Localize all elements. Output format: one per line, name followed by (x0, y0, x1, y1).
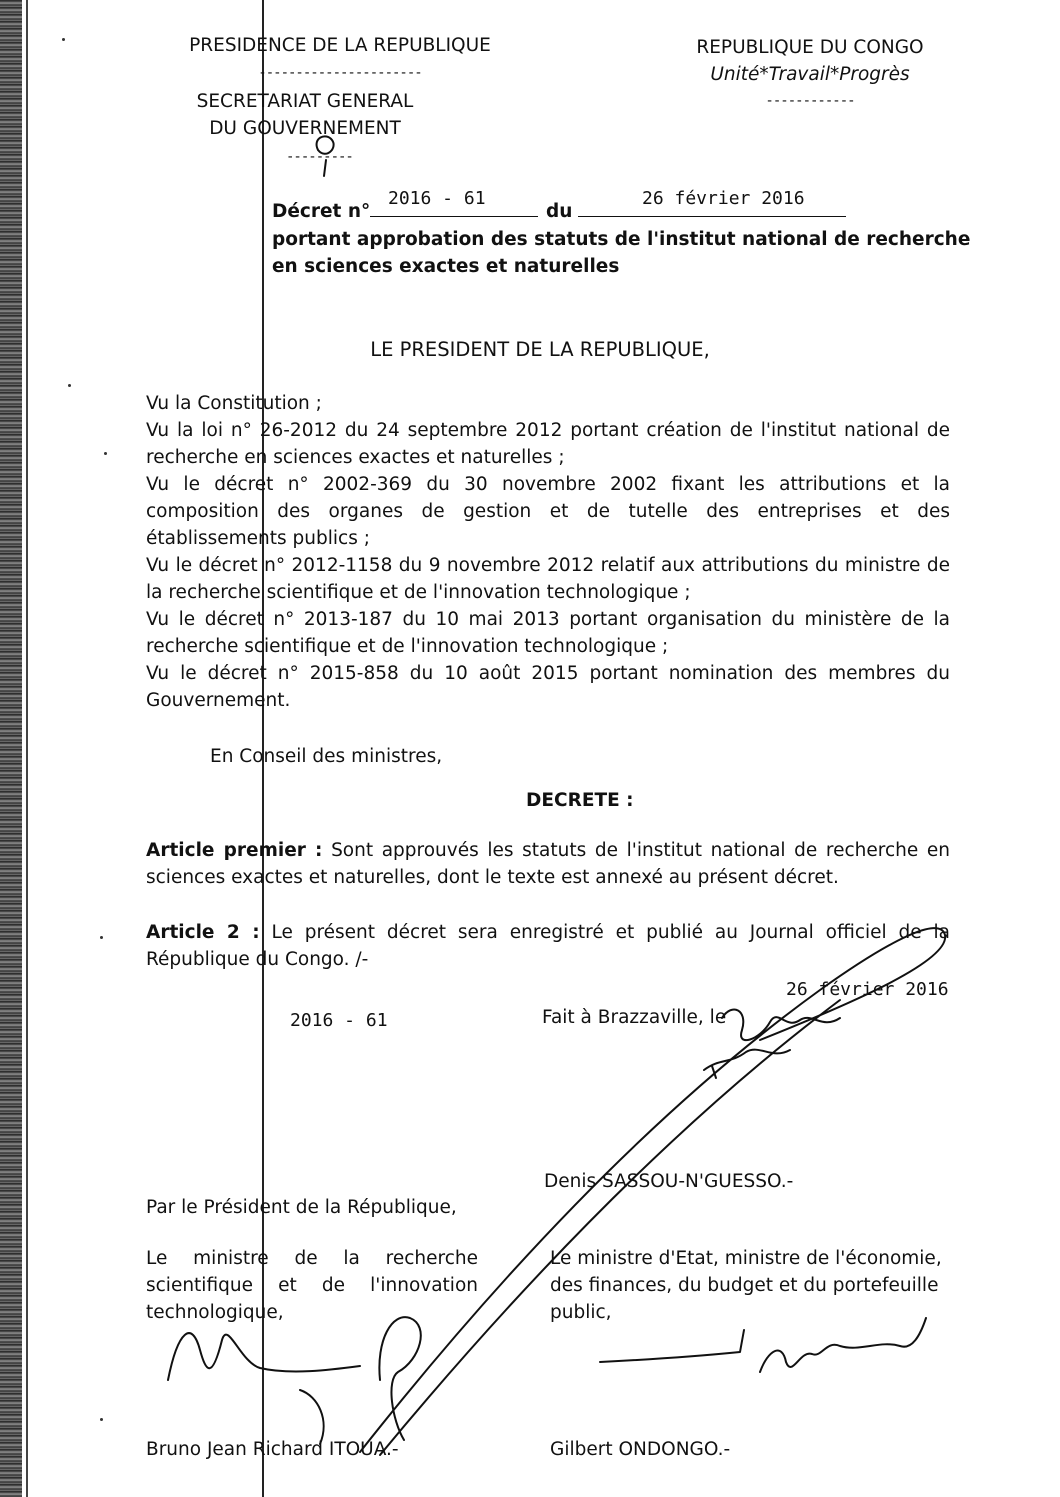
decree-date: 26 février 2016 (642, 188, 805, 209)
diagonal-stroke (380, 1000, 840, 1455)
visa: Vu la Constitution ; (146, 393, 322, 414)
left-minister-title: Le ministre de la recherche scientifique et de l'innovation technologique, (146, 1248, 478, 1323)
stamp-date: 26 février 2016 (786, 979, 949, 1000)
article-label: Article premier : (146, 840, 323, 861)
decrete-heading: DECRETE : (526, 790, 634, 811)
header-separator: --------- (286, 149, 353, 165)
left-minister-signature (379, 1317, 420, 1440)
president-signature (704, 1050, 790, 1070)
president-name: Denis SASSOU-N'GUESSO.- (544, 1171, 794, 1192)
visa: Vu la loi n° 26-2012 du 24 septembre 2012 portant création de l'institut national de recherche en sciences exactes et naturelles ; (146, 420, 950, 468)
decree-du-label: du (546, 201, 573, 222)
right-minister-title: Le ministre d'Etat, ministre de l'économie, des finances, du budget et du portefeuille public, (550, 1248, 942, 1323)
right-minister-signature (760, 1318, 926, 1372)
article-text: Le présent décret sera enregistré et publié au Journal officiel de la République du Congo. /- (146, 922, 950, 970)
visa: Vu le décret n° 2002-369 du 30 novembre 2002 fixant les attributions et la composition des organes de gestion et de tutelle des entreprises et des établissements publics ; (146, 474, 950, 549)
right-minister-signature (600, 1330, 744, 1362)
visa: Vu le décret n° 2015-858 du 10 août 2015 portant nomination des membres du Gouvernement. (146, 663, 950, 711)
header-separator: ---------------------- (258, 65, 422, 81)
diagonal-stroke (360, 928, 945, 1452)
article-label: Article 2 : (146, 922, 260, 943)
right-minister-name: Gilbert ONDONGO.- (550, 1439, 731, 1460)
header-presidence: PRESIDENCE DE LA REPUBLIQUE (189, 35, 491, 56)
header-mark (317, 136, 334, 176)
header-separator: ------------ (765, 93, 855, 109)
decree-number: 2016 - 61 (388, 188, 486, 209)
left-minister-signature (168, 1333, 360, 1380)
visa: Vu le décret n° 2013-187 du 10 mai 2013 portant organisation du ministère de la recherche scientifique et de l'innovation technologique ; (146, 609, 950, 657)
decree-label: Décret n° (272, 201, 371, 222)
decree-title: portant approbation des statuts de l'institut national de recherche (272, 229, 971, 250)
president-heading: LE PRESIDENT DE LA REPUBLIQUE, (370, 338, 710, 361)
article-text: Sont approuvés les statuts de l'institut national de recherche en sciences exactes et naturelles, dont le texte est annexé au présent décret. (146, 840, 950, 888)
decree-title: en sciences exactes et naturelles (272, 256, 620, 277)
header-motto: Unité*Travail*Progrès (710, 64, 910, 85)
countersign-intro: Par le Président de la République, (146, 1197, 457, 1218)
left-minister-name: Bruno Jean Richard ITOUA.- (146, 1439, 399, 1460)
visa: Vu le décret n° 2012-1158 du 9 novembre 2012 relatif aux attributions du ministre de la recherche scientifique et de l'innovation technologique ; (146, 555, 950, 603)
left-minister-signature (300, 1390, 324, 1444)
place-line: Fait à Brazzaville, le (542, 1007, 727, 1028)
header-gouvernement: DU GOUVERNEMENT (209, 118, 401, 139)
stamp-number: 2016 - 61 (290, 1010, 388, 1031)
council-line: En Conseil des ministres, (210, 746, 443, 767)
header-secretariat: SECRETARIAT GENERAL (196, 91, 414, 112)
header-republique: REPUBLIQUE DU CONGO (696, 37, 924, 58)
